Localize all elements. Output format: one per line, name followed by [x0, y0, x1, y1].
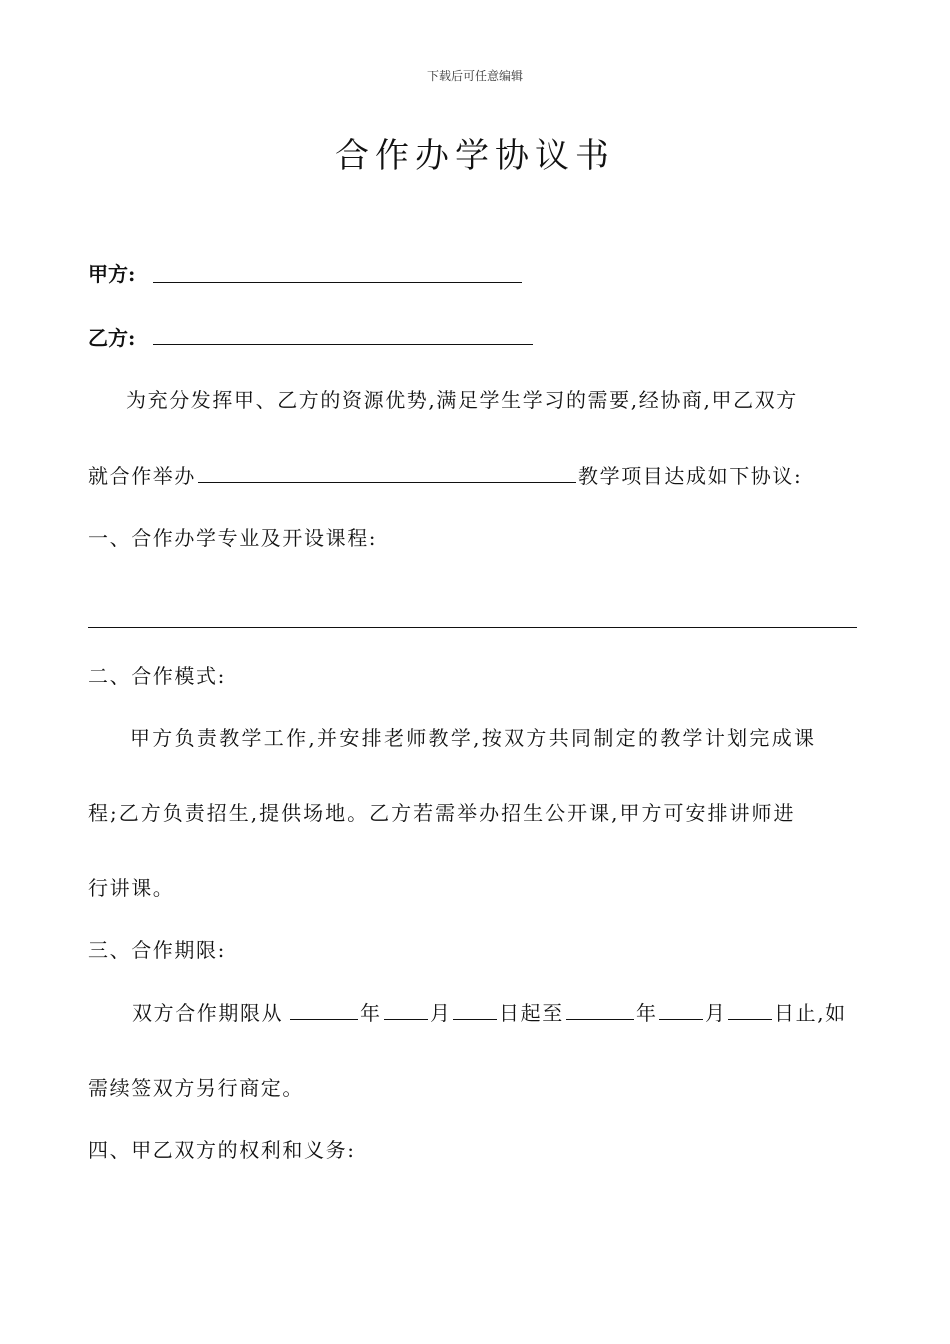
section-2-line-1: 甲方负责教学工作,并安排老师教学,按双方共同制定的教学计划完成课	[130, 726, 817, 750]
section-3-line-2: 需续签双方另行商定。	[88, 1076, 304, 1100]
term-year-1: 年	[360, 1001, 382, 1025]
term-day-from: 日起至	[499, 1001, 564, 1025]
intro-line-2-suffix: 教学项目达成如下协议:	[578, 464, 803, 488]
party-a-label: 甲方:	[88, 262, 136, 286]
section-2-line-2: 程;乙方负责招生,提供场地。乙方若需举办招生公开课,甲方可安排讲师进	[88, 801, 796, 825]
intro-line-2-prefix: 就合作举办	[88, 464, 196, 488]
party-b-label: 乙方:	[88, 326, 136, 350]
term-end-day-blank[interactable]	[728, 1019, 772, 1020]
section-2-line-3: 行讲课。	[88, 876, 175, 900]
term-month-2: 月	[705, 1001, 727, 1025]
section-2-heading: 二、合作模式:	[88, 664, 226, 688]
project-name-blank[interactable]	[198, 482, 576, 483]
party-a-blank[interactable]	[153, 282, 522, 283]
term-start-day-blank[interactable]	[453, 1019, 497, 1020]
term-month-1: 月	[430, 1001, 452, 1025]
section-1-heading: 一、合作办学专业及开设课程:	[88, 526, 378, 550]
term-prefix: 双方合作期限从	[132, 1001, 284, 1025]
section-4-heading: 四、甲乙双方的权利和义务:	[88, 1138, 356, 1162]
party-b-blank[interactable]	[153, 344, 533, 345]
party-a-row	[88, 258, 135, 287]
term-end-month-blank[interactable]	[659, 1019, 703, 1020]
term-end-year-blank[interactable]	[566, 1019, 634, 1020]
term-year-2: 年	[636, 1001, 658, 1025]
party-b-row	[88, 322, 135, 351]
section-3-heading: 三、合作期限:	[88, 938, 226, 962]
intro-line-1: 为充分发挥甲、乙方的资源优势,满足学生学习的需要,经协商,甲乙双方	[126, 388, 798, 412]
term-day-to: 日止,如	[774, 1001, 847, 1025]
header-note: 下载后可任意编辑	[426, 69, 523, 83]
courses-blank-line[interactable]	[88, 627, 857, 628]
term-start-month-blank[interactable]	[384, 1019, 428, 1020]
document-title: 合作办学协议书	[335, 136, 615, 176]
term-start-year-blank[interactable]	[290, 1019, 358, 1020]
